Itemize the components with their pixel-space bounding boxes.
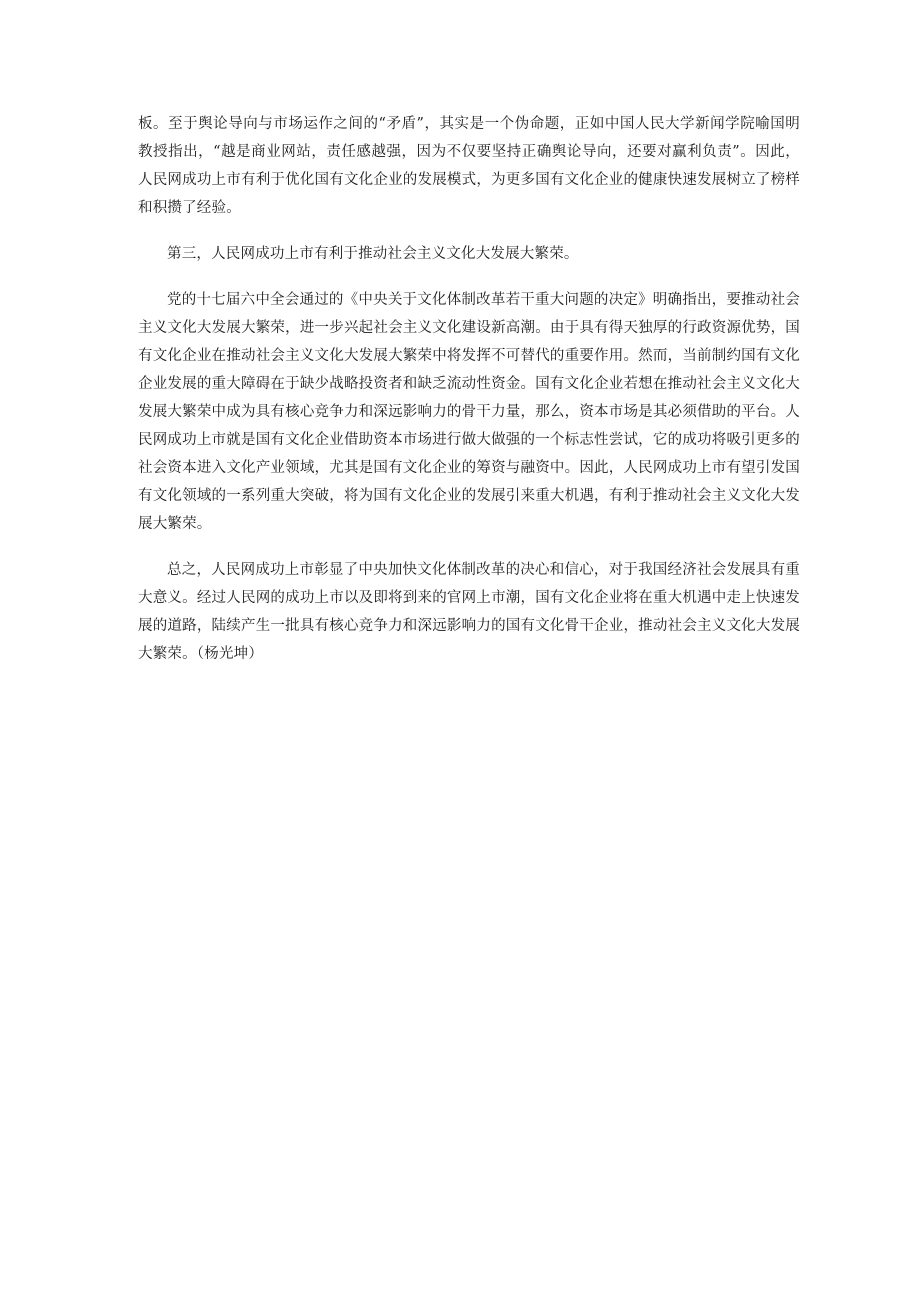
paragraph-third-point: 第三，人民网成功上市有利于推动社会主义文化大发展大繁荣。: [167, 246, 579, 262]
article-body: [138, 110, 800, 686]
paragraph-conclusion: 总之，人民网成功上市彰显了中央加快文化体制改革的决心和信心，对于我国经济社会发展具有重大意义。经过人民网的成功上市以及即将到来的官网上市潮，国有文化企业将在重大机遇中走上快速发展的道路，陆续产生一批具有核心竞争力和深远影响力的国有文化骨干企业，推动社会主义文化大发展大繁荣。（杨光坤）: [138, 562, 800, 662]
paragraph-decision-analysis: 党的十七届六中全会通过的《中央关于文化体制改革若干重大问题的决定》明确指出，要推动社会主义文化大发展大繁荣，进一步兴起社会主义文化建设新高潮。由于具有得天独厚的行政资源优势，国有文化企业在推动社会主义文化大发展大繁荣中将发挥不可替代的重要作用。然而，当前制约国有文化企业发展的重大障碍在于缺少战略投资者和缺乏流动性资金。国有文化企业若想在推动社会主义文化大发展大繁荣中成为具有核心竞争力和深远影响力的骨干力量，那么，资本市场是其必须借助的平台。人民网成功上市就是国有文化企业借助资本市场进行做大做强的一个标志性尝试，它的成功将吸引更多的社会资本进入文化产业领域，尤其是国有文化企业的筹资与融资中。因此，人民网成功上市有望引发国有文化领域的一系列重大突破，将为国有文化企业的发展引来重大机遇，有利于推动社会主义文化大发展大繁荣。: [138, 292, 800, 532]
paragraph-continuation: 板。至于舆论导向与市场运作之间的“矛盾”，其实是一个伪命题，正如中国人民大学新闻学院喻国明教授指出，“越是商业网站，责任感越强，因为不仅要坚持正确舆论导向，还要对赢利负责”。因此，人民网成功上市有利于优化国有文化企业的发展模式，为更多国有文化企业的健康快速发展树立了榜样和积攒了经验。: [138, 116, 800, 216]
